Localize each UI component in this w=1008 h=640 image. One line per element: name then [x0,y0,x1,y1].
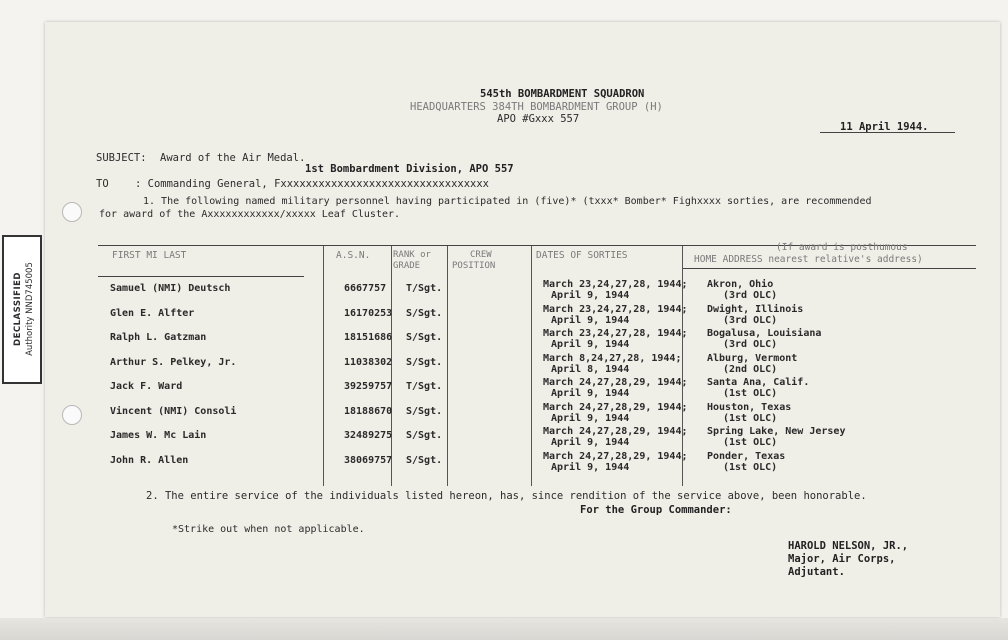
person-asn: 6667757 [344,283,387,294]
person-address-line-2: (3rd OLC) [723,314,778,326]
person-address-line-2: (1st OLC) [723,412,778,424]
subject-text: Award of the Air Medal. [160,152,306,164]
division-line: 1st Bombardment Division, APO 557 [305,163,514,175]
person-address-line-1: Santa Ana, Calif. [707,377,810,388]
person-dates-line-2: April 9, 1944 [551,437,630,448]
column-header-rank-1: RANK or [393,250,431,260]
person-dates-line-2: April 9, 1944 [551,388,630,399]
person-address-line-2: (3rd OLC) [723,339,778,350]
person-dates-line-1: March 24,27,28,29, 1944; [543,426,688,437]
apo-line: APO #Gxxx 557 [497,113,580,125]
column-header-rank-2: GRADE [393,261,421,271]
signature-name: HAROLD NELSON, JR., [788,540,909,552]
column-header-address-1: (If award is posthumous [776,242,908,253]
person-dates-line-2: April 9, 1944 [551,314,630,326]
person-name: Jack F. Ward [110,381,183,392]
paragraph-2: 2. The entire service of the individuals listed hereon, has, since rendition of the service above, been honorable. [146,490,867,502]
person-rank: T/Sgt. [406,283,443,294]
headquarters-line: HEADQUARTERS 384TH BOMBARDMENT GROUP (H) [410,101,663,113]
table-row [0,378,955,402]
column-header-name: FIRST MI LAST [112,250,187,261]
person-address-line-1: Houston, Texas [707,401,792,413]
column-header-address-2: HOME ADDRESS nearest relative's address) [694,254,923,265]
person-rank: S/Sgt. [406,405,443,417]
person-dates-line-1: March 8,24,27,28, 1944; [543,352,682,364]
column-header-dates: DATES OF SORTIES [536,250,628,261]
table-row [0,329,955,353]
person-asn: 16170253 [344,307,393,319]
person-asn: 38069757 [344,454,393,466]
person-address-line-1: Spring Lake, New Jersey [707,426,846,437]
person-address-line-2: (2nd OLC) [723,363,778,375]
stamp-authority: Authority NND745005 [25,262,35,356]
person-asn: 39259757 [344,381,393,392]
subject-label: SUBJECT: [96,152,147,164]
person-rank: S/Sgt. [406,307,443,319]
to-text: : Commanding General, Fxxxxxxxxxxxxxxxxxxxxxxxxxxxxxxxxx [135,178,490,190]
person-dates-line-1: March 24,27,28,29, 1944; [543,401,688,413]
person-rank: T/Sgt. [406,381,443,392]
person-address-line-2: (1st OLC) [723,437,778,448]
signature-rank: Major, Air Corps, [788,553,896,565]
page-bottom-edge [0,618,1008,640]
table-row [0,427,955,451]
person-address-line-1: Akron, Ohio [707,279,774,290]
person-name: James W. Mc Lain [110,430,207,441]
person-asn: 32489275 [344,430,393,441]
column-header-crew-1: CREW [470,250,492,260]
person-rank: S/Sgt. [406,332,443,343]
document-date: 11 April 1944. [840,121,929,133]
address-header-rule [682,268,976,269]
squadron-line: 545th BOMBARDMENT SQUADRON [480,88,645,100]
table-row [0,452,955,476]
person-dates-line-2: April 9, 1944 [551,412,630,424]
person-address-line-2: (1st OLC) [723,461,778,473]
date-underline [820,132,955,133]
person-dates-line-2: April 8, 1944 [551,363,630,375]
person-asn: 11038302 [344,356,393,368]
person-dates-line-1: March 24,27,28,29, 1944; [543,450,688,462]
person-name: Ralph L. Gatzman [110,332,207,343]
table-row [0,280,955,304]
person-name: Glen E. Alfter [110,307,195,319]
to-label: TO [96,178,109,190]
person-dates-line-1: March 23,24,27,28, 1944; [543,328,688,339]
stamp-title: DECLASSIFIED [13,272,23,346]
paragraph-1-line-1: 1. The following named military personnel having participated in (five)* (txxx* Bomber* Fighxxxx sorties, are recommended [143,196,872,207]
person-dates-line-1: March 23,24,27,28, 1944; [543,279,688,290]
person-dates-line-2: April 9, 1944 [551,290,630,301]
person-address-line-1: Ponder, Texas [707,450,786,462]
person-dates-line-2: April 9, 1944 [551,339,630,350]
person-asn: 18188670 [344,405,393,417]
person-address-line-1: Bogalusa, Louisiana [707,328,822,339]
person-address-line-1: Dwight, Illinois [707,303,804,315]
person-dates-line-1: March 24,27,28,29, 1944; [543,377,688,388]
column-header-asn: A.S.N. [336,250,371,261]
column-header-crew-2: POSITION [452,261,496,271]
person-address-line-2: (1st OLC) [723,388,778,399]
person-dates-line-1: March 23,24,27,28, 1944; [543,303,688,315]
person-name: Vincent (NMI) Consoli [110,405,237,417]
person-name: Arthur S. Pelkey, Jr. [110,356,237,368]
for-commander-line: For the Group Commander: [580,504,732,516]
table-row [0,305,955,329]
punch-hole-top [62,202,82,222]
person-dates-line-2: April 9, 1944 [551,461,630,473]
name-header-rule [98,276,304,277]
person-rank: S/Sgt. [406,454,443,466]
table-row [0,403,955,427]
person-rank: S/Sgt. [406,430,443,441]
person-name: John R. Allen [110,454,189,466]
table-row [0,354,955,378]
person-name: Samuel (NMI) Deutsch [110,283,231,294]
person-address-line-1: Alburg, Vermont [707,352,798,364]
strike-out-note: *Strike out when not applicable. [172,524,365,535]
paragraph-1-line-2: for award of the Axxxxxxxxxxxx/xxxxx Leaf Cluster. [99,209,401,220]
signature-title: Adjutant. [788,566,845,578]
person-rank: S/Sgt. [406,356,443,368]
person-address-line-2: (3rd OLC) [723,290,778,301]
person-asn: 18151686 [344,332,393,343]
